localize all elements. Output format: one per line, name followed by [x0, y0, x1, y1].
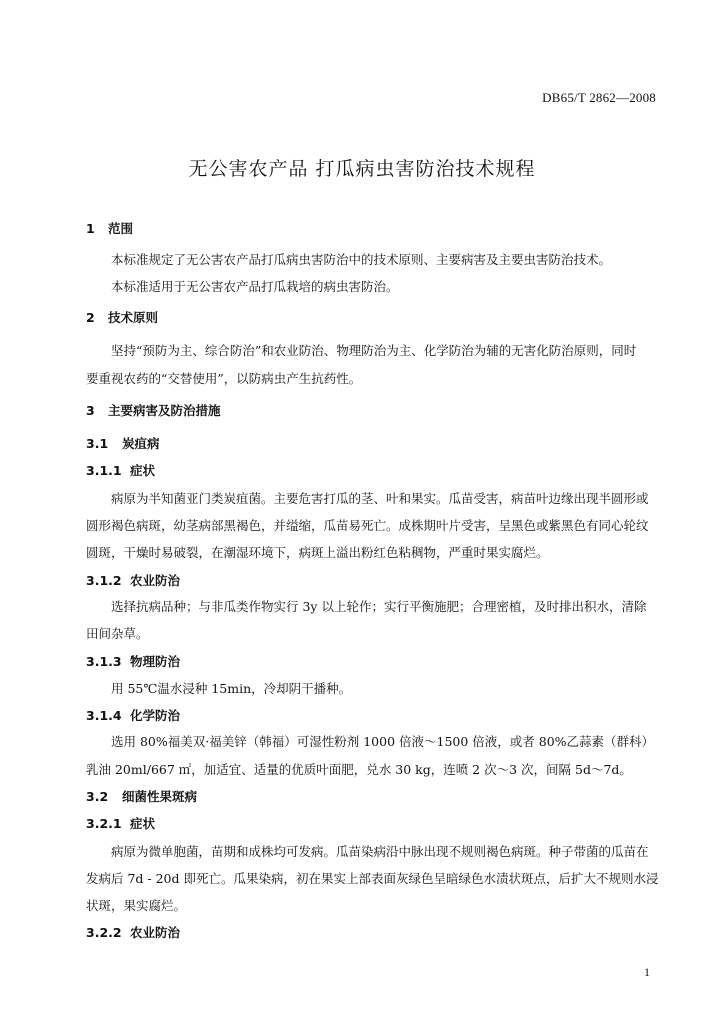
section-number: 3.2.1 [86, 816, 122, 831]
paragraph-line: 选用 80%福美双·福美锌（韩福）可湿性粉剂 1000 倍液～1500 倍液，或者 80%乙蒜素（群科） [111, 734, 655, 749]
paragraph-line: 要重视农药的“交替使用”，以防病虫产生抗药性。 [86, 371, 362, 386]
paragraph-line: 圆形褐色病斑，幼茎病部黑褐色，并缢缩，瓜苗易死亡。成株期叶片受害，呈黑色或紫黑色有同心轮纹 [86, 518, 649, 533]
section-heading-3 [86, 401, 221, 419]
section-number: 3.1.2 [86, 573, 122, 588]
section-number: 3.1.1 [86, 463, 122, 478]
section-number: 3.1.4 [86, 708, 122, 723]
section-number: 3.1 [86, 436, 109, 451]
section-title: 农业防治 [130, 573, 181, 588]
section-title: 技术原则 [108, 310, 159, 325]
paragraph-line: 用 55℃温水浸种 15min，冷却阴干播种。 [111, 681, 352, 696]
section-heading-3-2 [86, 787, 197, 805]
paragraph-line: 田间杂草。 [86, 626, 149, 641]
section-title: 症状 [130, 463, 156, 478]
section-title: 范围 [108, 221, 134, 236]
section-heading-3-1-3 [86, 652, 180, 670]
section-title: 化学防治 [130, 708, 181, 723]
section-heading-3-2-2 [86, 923, 180, 941]
paragraph-line: 本标准适用于无公害农产品打瓜栽培的病虫害防治。 [111, 279, 399, 294]
paragraph-line: 坚持“预防为主、综合防治”和农业防治、物理防治为主、化学防治为辅的无害化防治原则，同时 [111, 343, 637, 358]
section-title: 症状 [130, 816, 156, 831]
paragraph-line: 病原为微单胞菌，苗期和成株均可发病。瓜苗染病沿中脉出现不规则褐色病斑。种子带菌的瓜苗在 [111, 844, 649, 859]
section-title: 物理防治 [130, 654, 181, 669]
paragraph-line: 圆斑，干燥时易破裂，在潮湿环境下，病斑上溢出粉红色粘稠物，严重时果实腐烂。 [86, 545, 549, 560]
section-heading-1 [86, 219, 133, 237]
section-heading-3-1-2 [86, 571, 180, 589]
section-number: 3.2 [86, 789, 109, 804]
section-heading-3-1-1 [86, 461, 155, 479]
section-title: 主要病害及防治措施 [108, 403, 221, 418]
paragraph-line: 病原为半知菌亚门类炭疽菌。主要危害打瓜的茎、叶和果实。瓜苗受害，病苗叶边缘出现半圆形或 [111, 491, 649, 506]
section-number: 1 [86, 221, 95, 236]
paragraph-line: 乳油 20ml/667 ㎡，加适宜、适量的优质叶面肥，兑水 30 kg，连喷 2 次～3 次，间隔 5d～7d。 [86, 762, 632, 777]
section-number: 2 [86, 310, 95, 325]
section-title: 炭疽病 [122, 436, 160, 451]
paragraph-line: 选择抗病品种；与非瓜类作物实行 3y 以上轮作；实行平衡施肥；合理密植，及时排出积水，清除 [111, 599, 647, 614]
section-heading-3-1 [86, 434, 160, 452]
section-title: 细菌性果斑病 [122, 789, 198, 804]
section-heading-3-1-4 [86, 706, 180, 724]
page-number: 1 [644, 965, 650, 979]
paragraph-line: 本标准规定了无公害农产品打瓜病虫害防治中的技术原则、主要病害及主要虫害防治技术。 [111, 252, 612, 267]
section-number: 3.2.2 [86, 925, 122, 940]
paragraph-line: 发病后 7d - 20d 即死亡。瓜果染病，初在果实上部表面灰绿色呈暗绿色水渍状斑点，后扩大不规则水浸 [86, 871, 659, 886]
section-title: 农业防治 [130, 925, 181, 940]
section-number: 3 [86, 403, 95, 418]
section-number: 3.1.3 [86, 654, 122, 669]
document-title: 无公害农产品 打瓜病虫害防治技术规程 [188, 158, 536, 180]
section-heading-3-2-1 [86, 814, 155, 832]
paragraph-line: 状斑，果实腐烂。 [86, 898, 187, 913]
section-heading-2 [86, 308, 158, 326]
standard-number: DB65/T 2862—2008 [542, 90, 656, 105]
